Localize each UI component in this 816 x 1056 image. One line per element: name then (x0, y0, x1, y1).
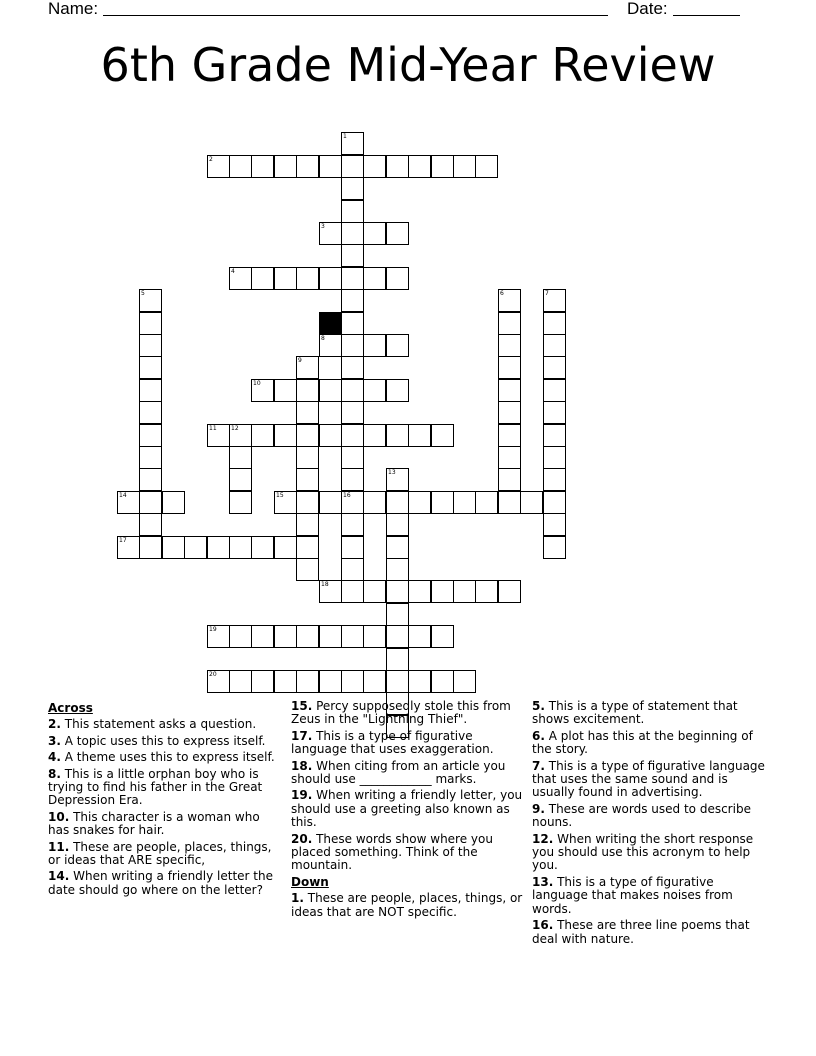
grid-cell[interactable] (296, 513, 319, 536)
cell-number: 10 (253, 380, 261, 387)
grid-cell[interactable] (139, 513, 162, 536)
grid-cell[interactable] (251, 267, 274, 290)
grid-cell[interactable] (408, 155, 431, 178)
grid-cell[interactable] (296, 446, 319, 469)
grid-cell[interactable] (341, 513, 364, 536)
cell-number: 16 (343, 492, 351, 499)
grid-cell[interactable] (431, 155, 454, 178)
grid-cell[interactable] (229, 491, 252, 514)
blocked-cell (319, 312, 342, 335)
grid-cell[interactable] (386, 222, 409, 245)
grid-cell[interactable] (363, 670, 386, 693)
grid-cell[interactable] (319, 334, 342, 357)
grid-cell[interactable] (341, 580, 364, 603)
grid-cell[interactable] (408, 580, 431, 603)
grid-cell[interactable] (386, 670, 409, 693)
cell-number: 4 (231, 268, 235, 275)
grid-cell[interactable] (296, 536, 319, 559)
grid-cell[interactable] (386, 558, 409, 581)
grid-cell[interactable] (341, 177, 364, 200)
across-clue: 17. This is a type of figurative language that uses exaggeration. (291, 728, 494, 757)
grid-cell[interactable] (296, 155, 319, 178)
grid-cell[interactable] (543, 334, 566, 357)
grid-cell[interactable] (319, 379, 342, 402)
grid-cell[interactable] (341, 356, 364, 379)
grid-cell[interactable] (498, 580, 521, 603)
grid-cell[interactable] (363, 491, 386, 514)
down-clue: 7. This is a type of figurative language that uses the same sound and is usually found in advertising. (532, 758, 765, 800)
grid-cell[interactable] (363, 580, 386, 603)
grid-cell[interactable] (251, 536, 274, 559)
grid-cell[interactable] (498, 334, 521, 357)
grid-cell[interactable] (386, 468, 409, 491)
grid-cell[interactable] (139, 334, 162, 357)
cell-number: 6 (500, 290, 504, 297)
grid-cell[interactable] (274, 155, 297, 178)
grid-cell[interactable] (229, 446, 252, 469)
grid-cell[interactable] (296, 401, 319, 424)
cell-number: 8 (321, 335, 325, 342)
grid-cell[interactable] (386, 580, 409, 603)
grid-cell[interactable] (386, 536, 409, 559)
grid-cell[interactable] (139, 491, 162, 514)
grid-cell[interactable] (296, 379, 319, 402)
clue-column-2 (291, 700, 527, 922)
grid-cell[interactable] (341, 625, 364, 648)
clue-column-1 (48, 700, 278, 900)
grid-cell[interactable] (139, 468, 162, 491)
grid-cell[interactable] (363, 267, 386, 290)
grid-cell[interactable] (139, 401, 162, 424)
grid-cell[interactable] (341, 312, 364, 335)
across-clue: 19. When writing a friendly letter, you should use a greeting also known as this. (291, 788, 523, 830)
grid-cell[interactable] (229, 155, 252, 178)
grid-cell[interactable] (341, 379, 364, 402)
cell-number: 3 (321, 223, 325, 230)
cell-number: 17 (119, 537, 127, 544)
grid-cell[interactable] (543, 536, 566, 559)
down-clue: 16. These are three line poems that deal with nature. (532, 918, 750, 946)
grid-cell[interactable] (296, 491, 319, 514)
grid-cell[interactable] (386, 648, 409, 671)
grid-cell[interactable] (274, 267, 297, 290)
cell-number: 20 (209, 671, 217, 678)
grid-cell[interactable] (341, 401, 364, 424)
grid-cell[interactable] (341, 334, 364, 357)
grid-cell[interactable] (363, 379, 386, 402)
down-clue: 13. This is a type of figurative language that makes noises from words. (532, 874, 733, 916)
grid-cell[interactable] (498, 356, 521, 379)
grid-cell[interactable] (251, 155, 274, 178)
grid-cell[interactable] (408, 424, 431, 447)
grid-cell[interactable] (341, 244, 364, 267)
grid-cell[interactable] (229, 536, 252, 559)
across-clue: 20. These words show where you placed something. Think of the mountain. (291, 831, 493, 873)
grid-cell[interactable] (386, 491, 409, 514)
down-clue: 6. A plot has this at the beginning of the story. (532, 728, 753, 757)
grid-cell[interactable] (386, 155, 409, 178)
grid-cell[interactable] (431, 491, 454, 514)
grid-cell[interactable] (341, 491, 364, 514)
clue-column-3 (532, 700, 768, 949)
grid-cell[interactable] (139, 312, 162, 335)
grid-cell[interactable] (386, 334, 409, 357)
grid-cell[interactable] (274, 379, 297, 402)
grid-cell[interactable] (363, 334, 386, 357)
cell-number: 7 (545, 290, 549, 297)
grid-cell[interactable] (408, 491, 431, 514)
name-label: Name: (48, 0, 99, 18)
grid-cell[interactable] (363, 222, 386, 245)
across-clue: 10. This character is a woman who has snakes for hair. (48, 809, 260, 838)
across-clue: 8. This is a little orphan boy who is trying to find his father in the Great Depression Era. (48, 766, 263, 808)
grid-cell[interactable] (408, 625, 431, 648)
grid-cell[interactable] (274, 670, 297, 693)
grid-cell[interactable] (386, 267, 409, 290)
grid-cell[interactable] (498, 468, 521, 491)
cell-number: 5 (141, 290, 145, 297)
grid-cell[interactable] (117, 491, 140, 514)
grid-cell[interactable] (543, 446, 566, 469)
grid-cell[interactable] (453, 491, 476, 514)
grid-cell[interactable] (498, 424, 521, 447)
across-clue: 11. These are people, places, things, or ideas that ARE specific, (48, 839, 272, 868)
grid-cell[interactable] (341, 424, 364, 447)
grid-cell[interactable] (475, 491, 498, 514)
cell-number: 19 (209, 626, 217, 633)
grid-cell[interactable] (162, 491, 185, 514)
grid-cell[interactable] (296, 625, 319, 648)
cell-number: 13 (388, 469, 396, 476)
grid-cell[interactable] (229, 625, 252, 648)
grid-cell[interactable] (251, 625, 274, 648)
grid-cell[interactable] (319, 155, 342, 178)
grid-cell[interactable] (543, 513, 566, 536)
grid-cell[interactable] (363, 424, 386, 447)
grid-cell[interactable] (207, 424, 230, 447)
grid-cell[interactable] (543, 379, 566, 402)
grid-cell[interactable] (274, 536, 297, 559)
across-heading: Across (48, 701, 93, 715)
grid-cell[interactable] (139, 536, 162, 559)
grid-cell[interactable] (498, 491, 521, 514)
cell-number: 2 (209, 156, 213, 163)
grid-cell[interactable] (319, 491, 342, 514)
grid-cell[interactable] (341, 132, 364, 155)
grid-cell[interactable] (498, 289, 521, 312)
across-clue: 2. This statement asks a question. (48, 717, 257, 732)
grid-cell[interactable] (139, 356, 162, 379)
grid-cell[interactable] (296, 424, 319, 447)
grid-cell[interactable] (386, 424, 409, 447)
grid-cell[interactable] (139, 379, 162, 402)
grid-cell[interactable] (274, 424, 297, 447)
cell-number: 18 (321, 581, 329, 588)
grid-cell[interactable] (207, 536, 230, 559)
grid-cell[interactable] (341, 446, 364, 469)
grid-cell[interactable] (341, 222, 364, 245)
grid-cell[interactable] (229, 424, 252, 447)
grid-cell[interactable] (229, 468, 252, 491)
grid-cell[interactable] (319, 670, 342, 693)
grid-cell[interactable] (251, 670, 274, 693)
grid-cell[interactable] (296, 558, 319, 581)
grid-cell[interactable] (319, 580, 342, 603)
cell-number: 11 (209, 425, 217, 432)
grid-cell[interactable] (139, 446, 162, 469)
across-clue: 14. When writing a friendly letter the date should go where on the letter? (48, 869, 273, 897)
grid-cell[interactable] (296, 267, 319, 290)
down-clue: 5. This is a type of statement that shows excitement. (532, 699, 738, 727)
across-clue: 3. A topic uses this to express itself. (48, 733, 266, 748)
grid-cell[interactable] (431, 424, 454, 447)
grid-cell[interactable] (341, 155, 364, 178)
grid-cell[interactable] (341, 468, 364, 491)
grid-cell[interactable] (543, 401, 566, 424)
grid-cell[interactable] (341, 289, 364, 312)
grid-cell[interactable] (184, 536, 207, 559)
down-clue: 12. When writing the short response you should use this acronym to help you. (532, 831, 754, 873)
grid-cell[interactable] (207, 155, 230, 178)
grid-cell[interactable] (386, 603, 409, 626)
page-title: 6th Grade Mid-Year Review (100, 38, 716, 92)
grid-cell[interactable] (139, 424, 162, 447)
grid-cell[interactable] (543, 312, 566, 335)
across-clue: 15. Percy supposedly stole this from Zeus in the "Lightning Thief". (291, 699, 511, 727)
grid-cell[interactable] (498, 379, 521, 402)
down-clue: 9. These are words used to describe nouns. (532, 801, 751, 830)
grid-cell[interactable] (386, 379, 409, 402)
grid-cell[interactable] (319, 424, 342, 447)
grid-cell[interactable] (543, 289, 566, 312)
grid-cell[interactable] (319, 222, 342, 245)
grid-cell[interactable] (251, 424, 274, 447)
cell-number: 15 (276, 492, 284, 499)
grid-cell[interactable] (475, 155, 498, 178)
grid-cell[interactable] (498, 446, 521, 469)
grid-cell[interactable] (453, 670, 476, 693)
down-heading: Down (291, 874, 329, 889)
grid-cell[interactable] (162, 536, 185, 559)
grid-cell[interactable] (386, 513, 409, 536)
grid-cell[interactable] (453, 155, 476, 178)
across-clue: 18. When citing from an article you should use ____________ marks. (291, 758, 506, 787)
grid-cell[interactable] (386, 625, 409, 648)
grid-cell[interactable] (431, 625, 454, 648)
grid-cell[interactable] (498, 312, 521, 335)
cell-number: 9 (298, 357, 302, 364)
grid-cell[interactable] (498, 401, 521, 424)
cell-number: 1 (343, 133, 347, 140)
grid-cell[interactable] (117, 536, 140, 559)
grid-cell[interactable] (543, 424, 566, 447)
cell-number: 14 (119, 492, 127, 499)
grid-cell[interactable] (341, 536, 364, 559)
grid-cell[interactable] (453, 580, 476, 603)
grid-cell[interactable] (229, 267, 252, 290)
grid-cell[interactable] (543, 468, 566, 491)
grid-cell[interactable] (139, 289, 162, 312)
grid-cell[interactable] (229, 670, 252, 693)
grid-cell[interactable] (341, 200, 364, 223)
grid-cell[interactable] (363, 625, 386, 648)
grid-cell[interactable] (251, 379, 274, 402)
grid-cell[interactable] (341, 670, 364, 693)
grid-cell[interactable] (296, 468, 319, 491)
grid-cell[interactable] (341, 558, 364, 581)
grid-cell[interactable] (543, 491, 566, 514)
grid-cell[interactable] (207, 625, 230, 648)
grid-cell[interactable] (296, 356, 319, 379)
date-label: Date: (627, 0, 668, 18)
grid-cell[interactable] (341, 267, 364, 290)
grid-cell[interactable] (408, 670, 431, 693)
across-clue: 4. A theme uses this to express itself. (48, 750, 275, 765)
grid-cell[interactable] (431, 670, 454, 693)
clue-list (48, 700, 768, 960)
grid-cell[interactable] (319, 267, 342, 290)
grid-cell[interactable] (319, 625, 342, 648)
grid-cell[interactable] (207, 670, 230, 693)
cell-number: 12 (231, 425, 239, 432)
down-clue: 1. These are people, places, things, or ideas that are NOT specific. (291, 891, 523, 919)
grid-cell[interactable] (274, 491, 297, 514)
grid-cell[interactable] (475, 580, 498, 603)
grid-cell[interactable] (274, 625, 297, 648)
grid-cell[interactable] (520, 491, 543, 514)
grid-cell[interactable] (296, 670, 319, 693)
grid-cell[interactable] (543, 356, 566, 379)
grid-cell[interactable] (431, 580, 454, 603)
grid-cell[interactable] (363, 155, 386, 178)
